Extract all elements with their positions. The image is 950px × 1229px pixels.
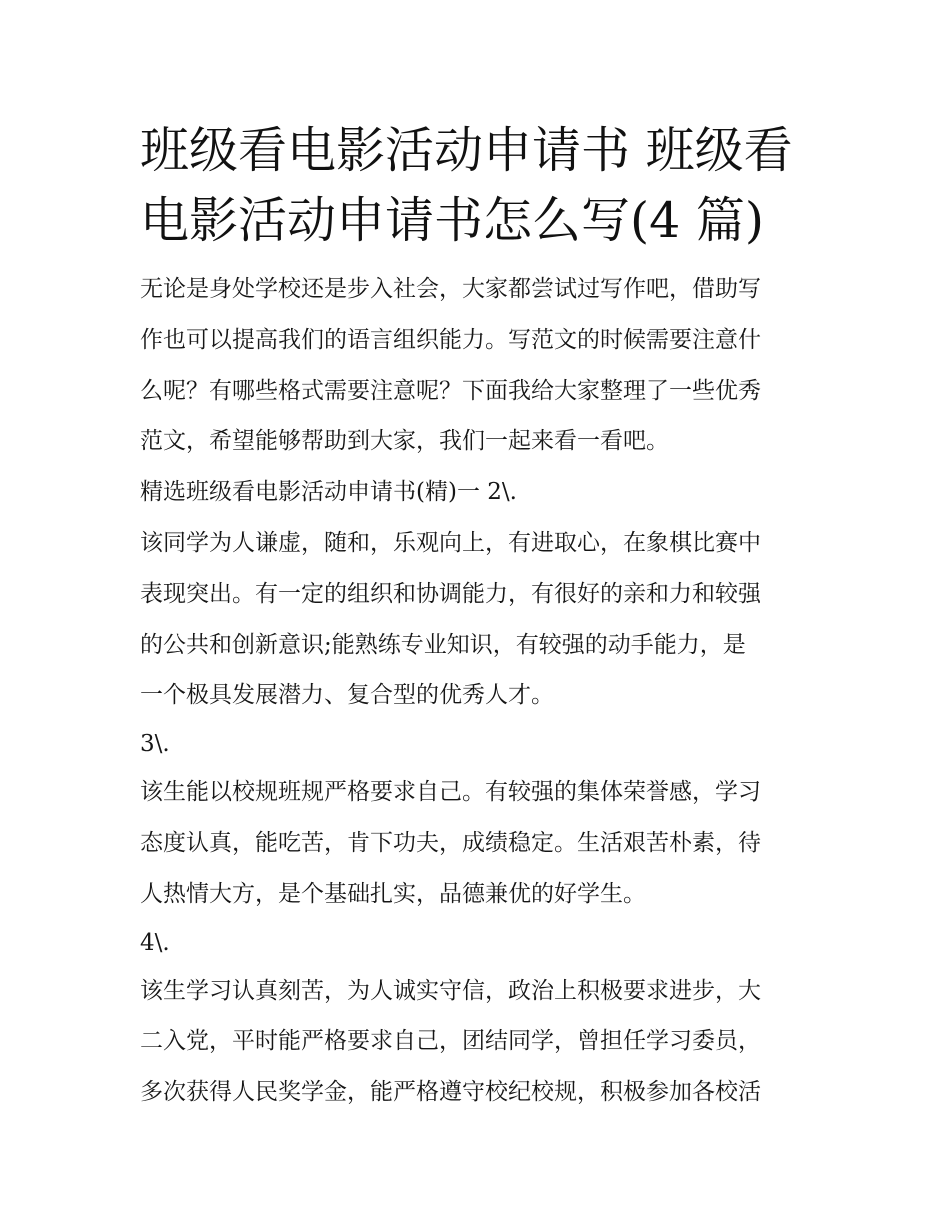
text-line: 的公共和创新意识;能熟练专业知识，有较强的动手能力，是 — [140, 631, 746, 658]
paragraph-3 — [140, 966, 812, 1118]
text-line: 二入党，平时能严格要求自己，团结同学，曾担任学习委员， — [140, 1028, 761, 1055]
text-line: 该生学习认真刻苦，为人诚实守信，政治上积极要求进步，大 — [140, 977, 761, 1004]
text-line: 表现突出。有一定的组织和协调能力，有很好的亲和力和较强 — [140, 580, 761, 607]
paragraph-2 — [140, 767, 812, 919]
text-line: 无论是身处学校还是步入社会，大家都尝试过写作吧，借助写 — [140, 276, 761, 302]
text-line: 该同学为人谦虚，随和，乐观向上，有进取心，在象棋比赛中 — [140, 529, 761, 556]
title-line: 班级看电影活动申请书 班级看 — [140, 122, 793, 179]
text-line: 一个极具发展潜力、复合型的优秀人才。 — [140, 682, 554, 709]
document-body — [140, 264, 812, 1118]
item-marker-3: 3\. — [140, 731, 170, 758]
document-title — [140, 116, 812, 256]
text-line: 该生能以校规班规严格要求自己。有较强的集体荣誉感，学习 — [140, 779, 761, 806]
text-line: 么呢？有哪些格式需要注意呢？下面我给大家整理了一些优秀 — [140, 377, 761, 404]
text-line: 人热情大方，是个基础扎实，品德兼优的好学生。 — [140, 880, 646, 907]
text-line: 范文，希望能够帮助到大家，我们一起来看一看吧。 — [140, 428, 669, 455]
text-line: 多次获得人民奖学金，能严格遵守校纪校规，积极参加各校活 — [140, 1079, 761, 1106]
intro-paragraph — [140, 264, 812, 467]
title-line: 电影活动申请书怎么写(4 篇) — [140, 192, 764, 249]
paragraph-1 — [140, 518, 812, 721]
text-line: 态度认真，能吃苦，肯下功夫，成绩稳定。生活艰苦朴素，待 — [140, 829, 761, 856]
item-marker-4: 4\. — [140, 929, 170, 956]
section-heading: 精选班级看电影活动申请书(精)一 2\. — [140, 479, 517, 506]
document-content — [140, 116, 812, 1118]
text-line: 作也可以提高我们的语言组织能力。写范文的时候需要注意什 — [140, 326, 761, 353]
